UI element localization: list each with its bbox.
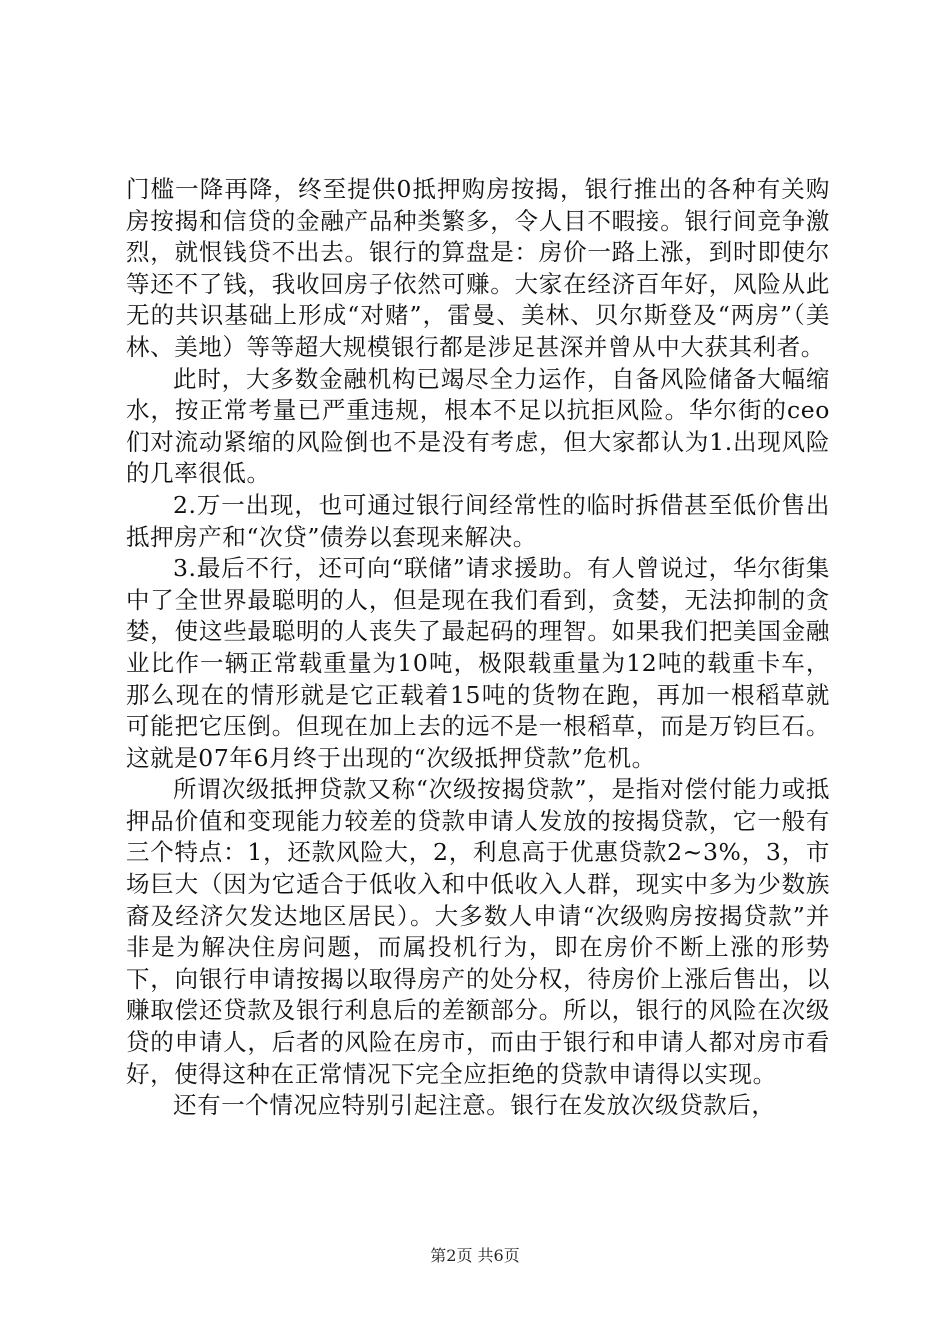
paragraph-5: 所谓次级抵押贷款又称“次级按揭贷款”，是指对偿付能力或抵押品价值和变现能力较差的贷款申请人发放的按揭贷款，它一般有三个特点：1，还款风险大，2，利息高于优惠贷款2~3%，3，市场巨大（因为它适合于低收入和中低收入人群，现实中多为少数族裔及经济欠发达地区居民）。大多数人申请“次级购房按揭贷款”并非是为解决住房问题，而属投机行为，即在房价不断上涨的形势下，向银行申请按揭以取得房产的处分权，待房价上涨后售出，以赚取偿还贷款及银行利息后的差额部分。所以，银行的风险在次级贷的申请人，后者的风险在房市，而由于银行和申请人都对房市看好，使得这种在正常情况下完全应拒绝的贷款申请得以实现。 (126, 775, 830, 1088)
paragraph-2: 此时，大多数金融机构已竭尽全力运作，自备风险储备大幅缩水，按正常考量已严重违规，根本不足以抗拒风险。华尔街的ceo们对流动紧缩的风险倒也不是没有考虑，但大家都认为1.出现风险的几率很低。 (126, 364, 830, 488)
paragraph-1: 门槛一降再降，终至提供0抵押购房按揭，银行推出的各种有关购房按揭和信贷的金融产品种类繁多，令人目不暇接。银行间竞争激烈，就恨钱贷不出去。银行的算盘是：房价一路上涨，到时即使尔等还不了钱，我收回房子依然可赚。大家在经济百年好，风险从此无的共识基础上形成“对赌”，雷曼、美林、贝尔斯登及“两房”（美林、美地）等等超大规模银行都是涉足甚深并曾从中大获其利者。 (126, 175, 830, 361)
paragraph-3: 2.万一出现，也可通过银行间经常性的临时拆借甚至低价售出抵押房产和“次贷”债券以套现来解决。 (126, 490, 830, 551)
paragraph-6: 还有一个情况应特别引起注意。银行在发放次级贷款后， (173, 1091, 776, 1120)
document-body (126, 174, 830, 1122)
paragraph-4: 3.最后不行，还可向“联储”请求援助。有人曾说过，华尔街集中了全世界最聪明的人，但是现在我们看到，贪婪，无法抑制的贪婪，使这些最聪明的人丧失了最起码的理智。如果我们把美国金融业比作一辆正常载重量为10吨，极限载重量为12吨的载重卡车，那么现在的情形就是它正载着15吨的货物在跑，再加一根稻草就可能把它压倒。但现在加上去的远不是一根稻草，而是万钧巨石。这就是07年6月终于出现的“次级抵押贷款”危机。 (126, 554, 830, 772)
page-footer: 第2页 共6页 (430, 1246, 520, 1265)
